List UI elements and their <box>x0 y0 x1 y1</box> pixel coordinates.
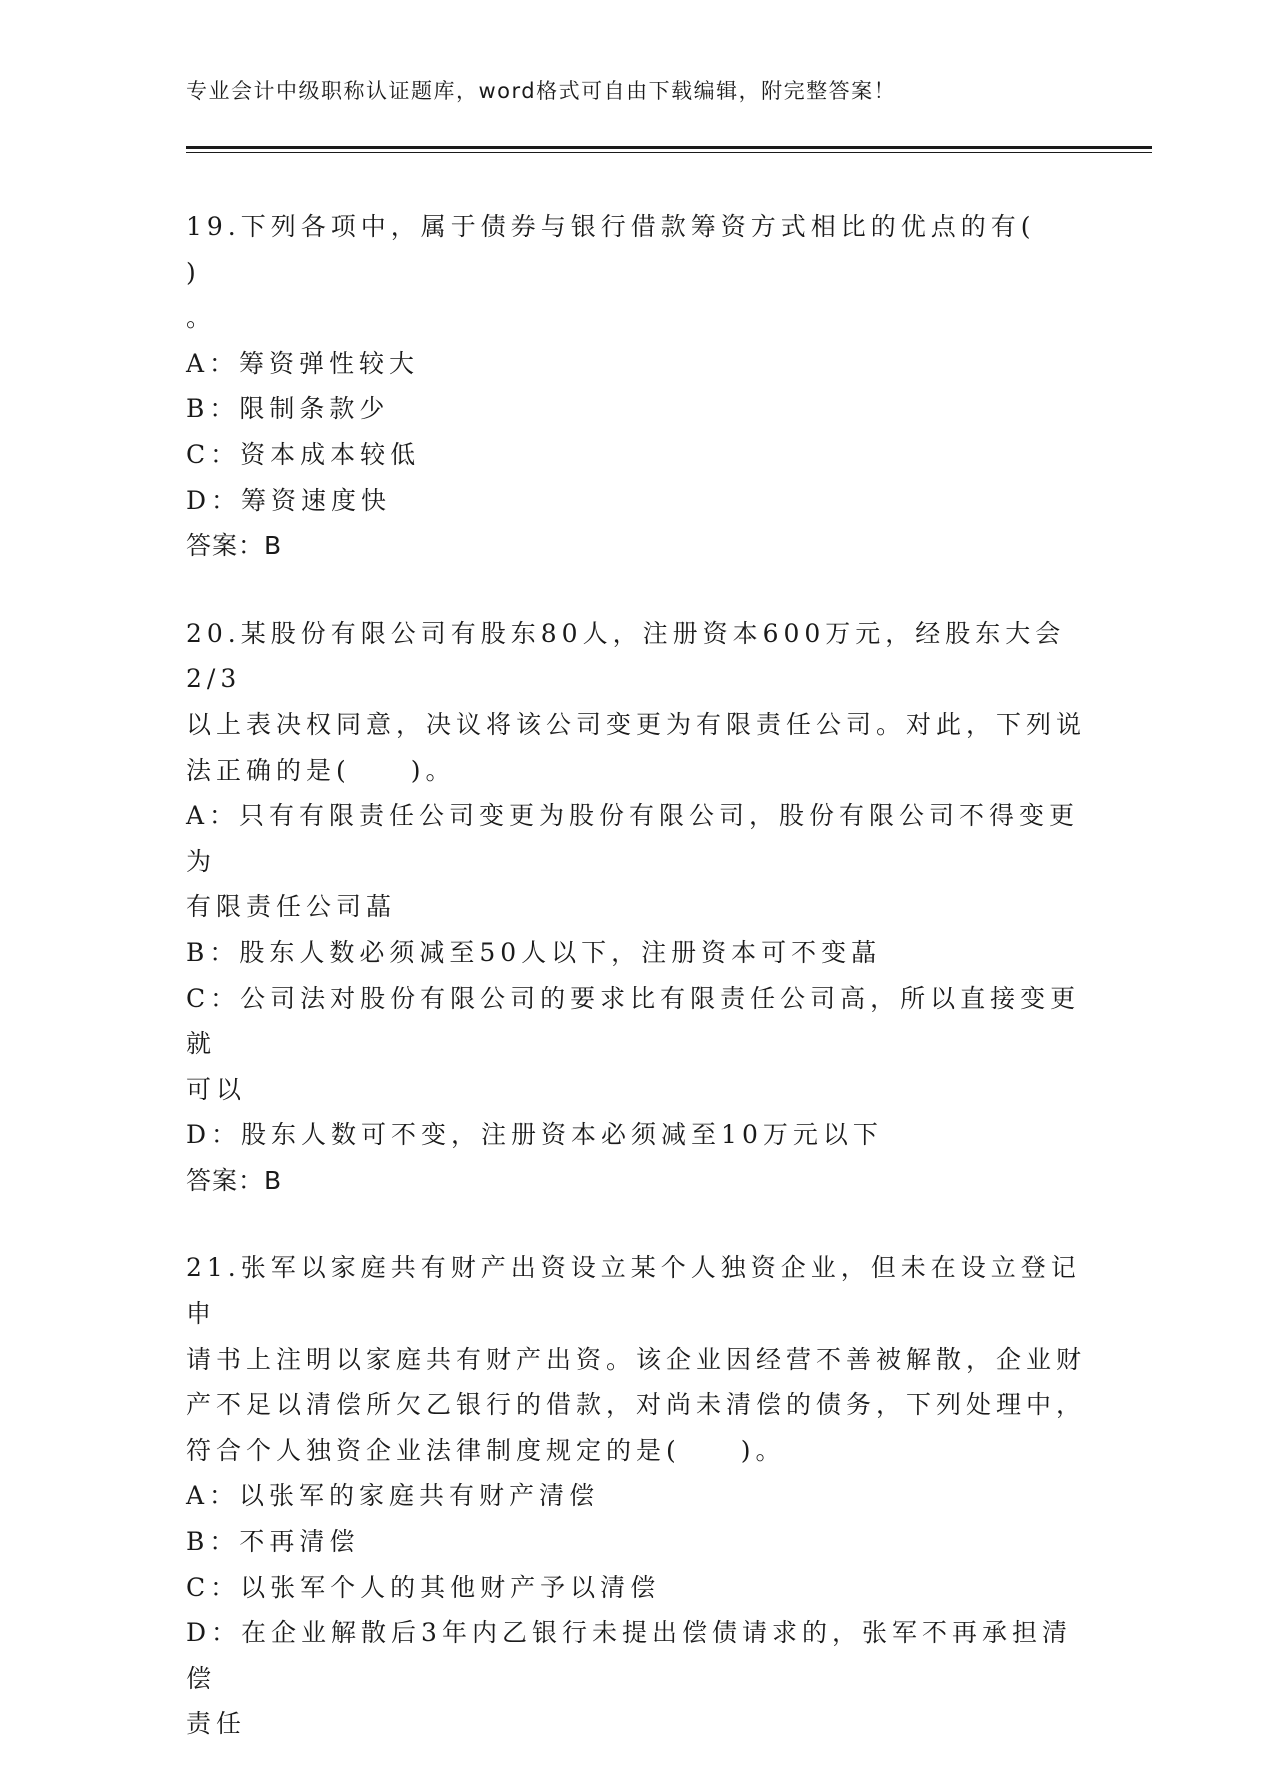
option-a: A：以张军的家庭共有财产清偿 <box>186 1481 600 1511</box>
option-c-continued: 可以 <box>186 1074 247 1104</box>
option-a: A：筹资弹性较大 <box>186 348 420 378</box>
option-a: A：只有有限责任公司变更为股份有限公司，股份有限公司不得变更为 <box>186 801 1080 876</box>
question-stem-line: 19.下列各项中，属于债券与银行借款筹资方式相比的优点的有( ) <box>186 212 1096 287</box>
question-stem-line: 21.张军以家庭共有财产出资设立某个人独资企业，但未在设立登记申 <box>186 1253 1081 1329</box>
option-d: D：股东人数可不变，注册资本必须减至10万元以下 <box>186 1120 883 1150</box>
question-stem-line: 请书上注明以家庭共有财产出资。该企业因经营不善被解散，企业财 <box>186 1344 1087 1374</box>
option-c: C：公司法对股份有限公司的要求比有限责任公司高，所以直接变更就 <box>186 983 1081 1059</box>
option-b: B：股东人数必须减至50人以下，注册资本可不变蕌 <box>186 937 882 967</box>
question-stem-line: 。 <box>186 303 217 333</box>
answer-label: 答案：B <box>186 531 283 561</box>
header-divider-thick <box>186 146 1152 149</box>
header-divider-thin <box>186 152 1152 153</box>
question-stem-line: 以上表决权同意，决议将该公司变更为有限责任公司。对此，下列说 <box>186 709 1087 739</box>
page-header-text: 专业会计中级职称认证题库，word格式可自由下载编辑，附完整答案！ <box>186 79 897 103</box>
question-list <box>186 204 1096 1789</box>
question-19 <box>186 204 1096 569</box>
question-stem-line: 法正确的是( )。 <box>186 755 456 785</box>
option-d-continued: 责任 <box>186 1709 247 1739</box>
question-stem-line: 产不足以清偿所欠乙银行的借款，对尚未清偿的债务，下列处理中， <box>186 1390 1087 1420</box>
option-c: C：以张军个人的其他财产予以清偿 <box>186 1572 661 1602</box>
question-stem-line: 20.某股份有限公司有股东80人，注册资本600万元，经股东大会2/3 <box>186 618 1066 694</box>
answer-label: 答案：B <box>186 1165 283 1195</box>
option-a-continued: 有限责任公司蕌 <box>186 892 397 922</box>
option-c: C：资本成本较低 <box>186 439 421 469</box>
option-d: D：筹资速度快 <box>186 485 392 515</box>
question-20 <box>186 611 1086 1204</box>
option-b: B：不再清偿 <box>186 1527 360 1557</box>
question-stem-line: 符合个人独资企业法律制度规定的是( )。 <box>186 1435 786 1465</box>
question-21 <box>186 1245 1086 1747</box>
option-d: D：在企业解散后3年内乙银行未提出偿债请求的，张军不再承担清偿 <box>186 1618 1072 1693</box>
option-b: B：限制条款少 <box>186 394 390 424</box>
